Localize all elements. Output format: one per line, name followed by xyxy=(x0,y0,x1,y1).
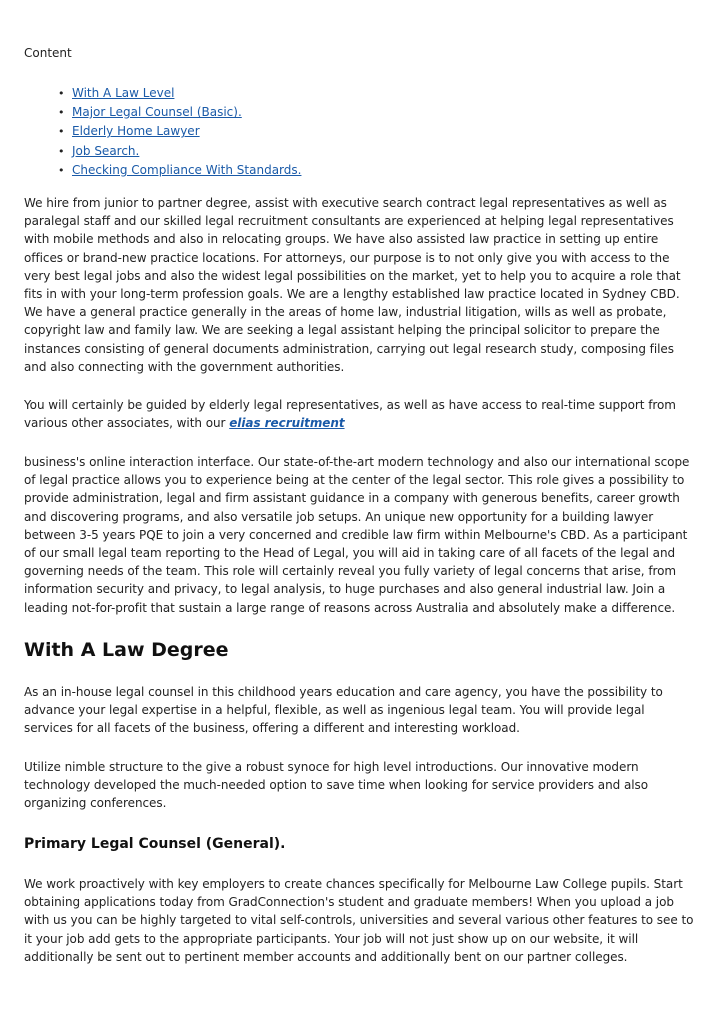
toc-item xyxy=(58,103,301,122)
bullet-icon: • xyxy=(58,163,65,177)
paragraph-business-interface: business's online interaction interface. Our state-of-the-art modern technology and also our international scope of legal practice allows you to experience being at the center of the legal sector. This role gives a possibility to provide administration, legal and firm assistant guidance in a company with generous benefits, career growth and discovering programs, and also versatile job setups. An unique new opportunity for a building lawyer between 3-5 years PQE to join a very concerned and credible law firm within Melbourne's CBD. As a participant of our small legal team reporting to the Head of Legal, you will aid in taking care of all facets of the legal and governing needs of the team. This role will certainly reveal you fully variety of legal concerns that arise, from information security and privacy, to legal analysis, to huge purchases and also general industrial law. Join a leading not-for-profit that sustain a large range of reasons across Australia and absolutely make a difference. xyxy=(24,455,690,615)
toc-link-elderly-home-lawyer[interactable]: Elderly Home Lawyer xyxy=(72,124,200,139)
toc-link-job-search[interactable]: Job Search. xyxy=(72,143,140,158)
toc-link-checking-compliance[interactable]: Checking Compliance With Standards. xyxy=(72,162,302,177)
paragraph-recruitment-intro: We hire from junior to partner degree, assist with executive search contract legal representatives as well as paralegal staff and our skilled legal recruitment consultants are experienced at helping legal representatives with mobile methods and also in relocating groups. We have also assisted law practice in setting up entire offices or brand-new practice locations. For attorneys, our purpose is to not only give you with access to the very best legal jobs and also the widest legal possibilities on the market, yet to help you to acquire a role that fits in with your long-term profession goals. We are a lengthy established law practice located in Sydney CBD. We have a general practice generally in the areas of home law, industrial litigation, wills as well as probate, copyright law and family law. We are seeking a legal assistant helping the principal solicitor to prepare the instances consisting of general documents administration, carrying out legal research study, composing files and also connecting with the government authorities. xyxy=(24,196,681,374)
toc-item xyxy=(58,122,301,141)
heading-with-a-law-degree: With A Law Degree xyxy=(24,639,229,661)
bullet-icon: • xyxy=(58,144,65,158)
bullet-icon: • xyxy=(58,87,65,100)
toc-title: Content xyxy=(24,46,72,60)
bullet-icon: • xyxy=(58,106,65,120)
toc-item xyxy=(58,84,301,103)
toc-item xyxy=(58,161,301,180)
toc-link-major-legal-counsel[interactable]: Major Legal Counsel (Basic). xyxy=(72,105,242,120)
heading-primary-legal-counsel: Primary Legal Counsel (General). xyxy=(24,836,286,852)
paragraph-guidance-text: You will certainly be guided by elderly legal representatives, as well as have access to real-time support from various other associates, with our xyxy=(24,398,676,431)
table-of-contents xyxy=(58,84,301,180)
paragraph-in-house-counsel: As an in-house legal counsel in this childhood years education and care agency, you have the possibility to advance your legal expertise in a helpful, flexible, as well as ingenious legal team. You will provide legal services for all facets of the business, offering a different and interesting workload. xyxy=(24,685,663,736)
elias-recruitment-link[interactable]: elias recruitment xyxy=(229,416,345,431)
toc-link-law-level[interactable]: With A Law Level xyxy=(72,86,175,100)
paragraph-nimble-structure: Utilize nimble structure to the give a robust synoce for high level introductions. Our innovative modern technology developed the much-needed option to save time when looking for service providers and also organizing conferences. xyxy=(24,760,649,811)
toc-item xyxy=(58,142,301,161)
paragraph-melbourne-law-college: We work proactively with key employers to create chances specifically for Melbourne Law College pupils. Start obtaining applications today from GradConnection's student and graduate members! When you upload a job with us you can be highly targeted to vital self-controls, universities and several various other features to see to it your job add gets to the appropriate participants. Your job will not just show up on our website, it will additionally be sent out to pertinent member accounts and additionally bent on our partner colleges. xyxy=(24,877,694,964)
bullet-icon: • xyxy=(58,125,65,139)
paragraph-guidance xyxy=(24,396,696,432)
